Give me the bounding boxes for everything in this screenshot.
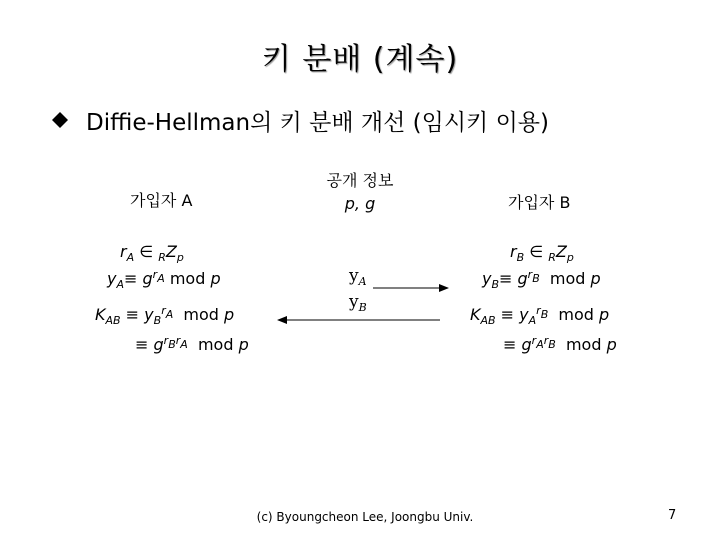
party-b-public-key-line: $y_B\equiv g^{r_B}$ mod p: [482, 268, 601, 291]
public-value-ya: $y_A$: [349, 266, 367, 288]
footer-credit: (c) Byoungcheon Lee, Joongbu Univ.: [256, 510, 474, 524]
party-a-key-expanded-line: ≡ $g^{r_Br_A}$ mod p: [135, 334, 249, 354]
bullet-text: Diffie-Hellman의 키 분배 개선 (임시키 이용): [86, 110, 549, 136]
slide-title: 키 분배 (계속): [261, 42, 459, 77]
party-a-public-key-line: $y_A\equiv g^{r_A}$ mod p: [107, 268, 221, 291]
party-a-header: 가입자 A: [130, 191, 193, 210]
party-a-key-line: $K_{AB} \equiv y_B^{r_A}$ mod p: [95, 304, 235, 327]
public-value-yb: $y_B$: [349, 292, 367, 314]
party-b-key-line: $K_{AB} \equiv y_A^{r_B}$ mod p: [470, 304, 610, 327]
party-b-header: 가입자 B: [508, 193, 571, 212]
page-number: 7: [668, 508, 677, 523]
party-a-random-line: $r_A$ ∈ $_RZ_p$: [120, 242, 184, 264]
party-b-key-expanded-line: ≡ $g^{r_Ar_B}$ mod p: [503, 334, 617, 354]
public-parameters: p, g: [344, 194, 376, 213]
public-info-header: 공개 정보: [326, 171, 394, 190]
party-b-random-line: $r_B$ ∈ $_RZ_p$: [510, 242, 574, 264]
